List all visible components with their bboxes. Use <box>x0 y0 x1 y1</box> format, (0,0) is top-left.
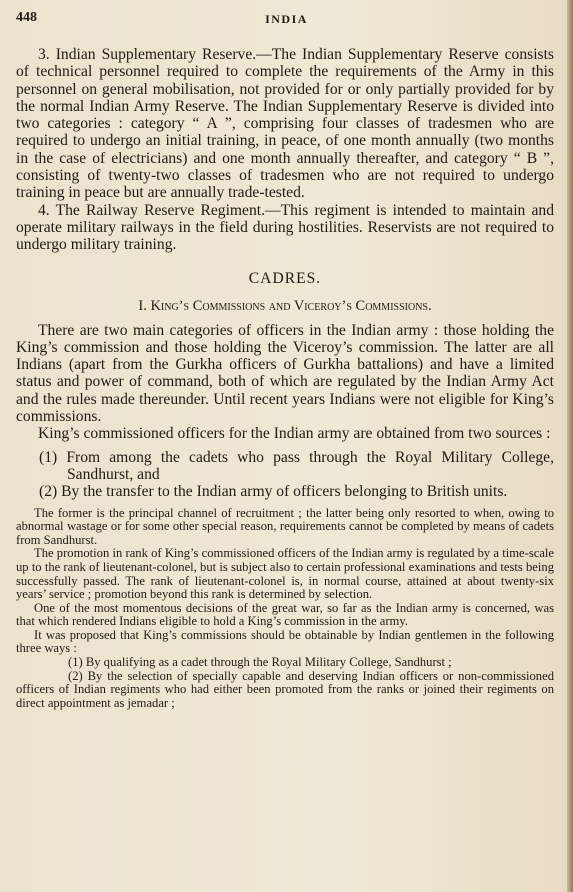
paragraph-recruitment-channel: The former is the principal channel of recruitment ; the latter being only resorted to when, owing to abnormal wastage or for some other special reason, requirements cannot be completed by means of cadets from Sandhurst. <box>16 505 554 547</box>
paragraph-officer-sources: King’s commissioned officers for the Indian army are obtained from two sources : <box>38 425 551 443</box>
list-item: (1) From among the cadets who pass through the Royal Military College, Sandhurst, and <box>39 448 554 483</box>
list-item: (1) By qualifying as a cadet through the Royal Military College, Sandhurst ; <box>68 655 452 670</box>
section-heading-cadres: CADRES. <box>248 269 322 287</box>
page-edge <box>567 0 573 892</box>
paragraph-railway-reserve: 4. The Railway Reserve Regiment.—This regiment is intended to maintain and operate military railways in the field during hostilities. Reservists are not required to undergo military training. <box>16 201 554 254</box>
page-body <box>16 46 554 710</box>
paragraph-great-war-decision: One of the most momentous decisions of the great war, so far as the Indian army is concerned, was that which rendered Indians eligible to hold a King’s commission in the army. <box>16 600 554 629</box>
subsection-heading-commissions: I. King’s Commissions and Viceroy’s Commissions. <box>138 297 432 314</box>
running-head: INDIA <box>265 12 308 26</box>
paragraph-promotion: The promotion in rank of King’s commissioned officers of the Indian army is regulated by a time-scale up to the rank of lieutenant-colonel, but is subject also to certain professional examinations and tests being successfully passed. The rank of lieutenant-colonel is, in normal course, attained at about twenty-six years’ service ; promotion beyond this rank is determined by selection. <box>16 546 554 602</box>
three-ways-list <box>16 656 554 710</box>
paragraph-supplementary-reserve: 3. Indian Supplementary Reserve.—The Indian Supplementary Reserve consists of technical personnel required to complete the requirements of the Army in this personnel on general mobilisation, not provided for or only partially provided for by the normal Indian Army Reserve. The Indian Supplementary Reserve is divided into two categories : category “ A ”, comprising four classes of tradesmen who are required to undergo an initial training, in peace, of one month annually (two months in the case of electricians) and one month annually thereafter, and category “ B ”, consisting of twenty-two classes of tradesmen who are not required to undergo training in peace but are annually trade-tested. <box>16 46 554 202</box>
list-item: (2) By the selection of specially capable and deserving Indian officers or non-commissioned officers of Indian regiments who had either been promoted from the ranks or joined their regiments on direct appointment as jemadar ; <box>16 668 554 710</box>
list-item: (2) By the transfer to the Indian army of officers belonging to British units. <box>39 483 508 501</box>
paragraph-officer-categories: There are two main categories of officers in the Indian army : those holding the King’s commission and those holding the Viceroy’s commission. The latter are all Indians (apart from the Gurkha officers of Gurkha battalions) and have a limited status and power of command, both of which are regulated by the Indian Army Act and the rules made thereunder. Until recent years Indians were not eligible for King’s commissions. <box>16 321 554 426</box>
sources-list <box>16 449 554 501</box>
page-number: 448 <box>16 10 37 25</box>
page-header <box>16 10 557 30</box>
paragraph-three-ways: It was proposed that King’s commissions should be obtainable by Indian gentlemen in the following three ways : <box>16 627 554 656</box>
